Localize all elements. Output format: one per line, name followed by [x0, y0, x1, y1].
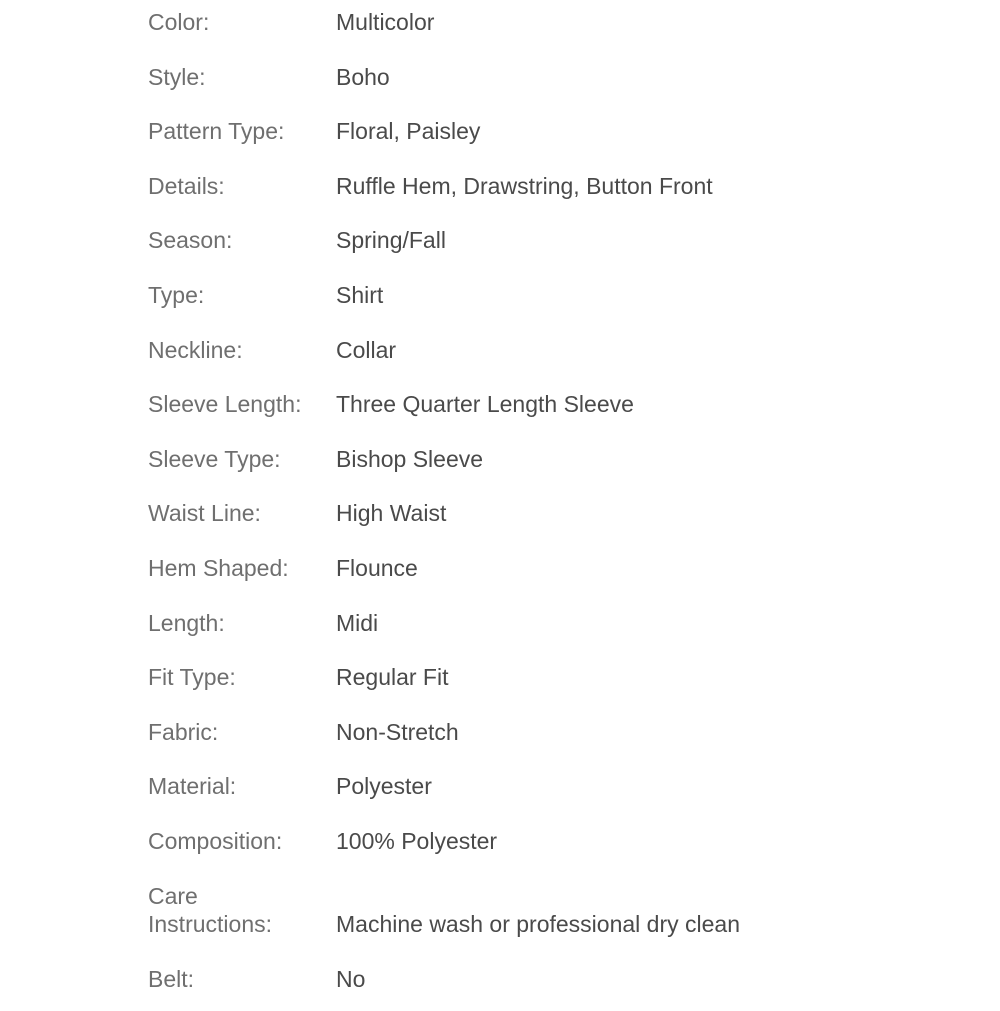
spec-label: Hem Shaped: [148, 554, 328, 582]
spec-row-neckline [148, 328, 908, 383]
spec-label: Waist Line: [148, 499, 328, 527]
spec-value: Midi [336, 609, 378, 637]
spec-label: Neckline: [148, 336, 328, 364]
spec-value: Ruffle Hem, Drawstring, Button Front [336, 172, 713, 200]
spec-row-season [148, 218, 908, 273]
spec-value: Flounce [336, 554, 418, 582]
spec-label: Length: [148, 609, 328, 637]
spec-row-hem-shaped [148, 546, 908, 601]
spec-value: Machine wash or professional dry clean [336, 910, 740, 938]
spec-value: Floral, Paisley [336, 117, 480, 145]
spec-row-sleeve-length [148, 382, 908, 437]
spec-row-details [148, 164, 908, 219]
spec-value: Multicolor [336, 8, 434, 36]
spec-row-care-instructions [148, 874, 908, 957]
spec-label: Sleeve Type: [148, 445, 328, 473]
spec-label: Care Instructions: [148, 882, 328, 938]
spec-label: Season: [148, 226, 328, 254]
spec-value: Non-Stretch [336, 718, 459, 746]
spec-value: Collar [336, 336, 396, 364]
spec-row-composition [148, 819, 908, 874]
spec-row-material [148, 764, 908, 819]
spec-row-belt [148, 957, 908, 1011]
spec-value: Regular Fit [336, 663, 448, 691]
product-spec-list [148, 0, 908, 1011]
spec-row-color [148, 0, 908, 55]
spec-label: Type: [148, 281, 328, 309]
spec-label: Style: [148, 63, 328, 91]
spec-label: Fit Type: [148, 663, 328, 691]
spec-row-fit-type [148, 655, 908, 710]
spec-value: Shirt [336, 281, 383, 309]
spec-value: No [336, 965, 365, 993]
spec-value: Three Quarter Length Sleeve [336, 390, 634, 418]
spec-label: Belt: [148, 965, 328, 993]
spec-value: Bishop Sleeve [336, 445, 483, 473]
spec-label: Color: [148, 8, 328, 36]
spec-value: Spring/Fall [336, 226, 446, 254]
spec-row-style [148, 55, 908, 110]
spec-row-sleeve-type [148, 437, 908, 492]
spec-value: High Waist [336, 499, 446, 527]
spec-row-waist-line [148, 491, 908, 546]
spec-label: Details: [148, 172, 328, 200]
spec-value: 100% Polyester [336, 827, 497, 855]
spec-row-pattern-type [148, 109, 908, 164]
spec-value: Polyester [336, 772, 432, 800]
spec-row-type [148, 273, 908, 328]
spec-label: Composition: [148, 827, 328, 855]
spec-label: Sleeve Length: [148, 390, 328, 418]
spec-row-length [148, 601, 908, 656]
spec-label: Fabric: [148, 718, 328, 746]
spec-label: Pattern Type: [148, 117, 328, 145]
spec-value: Boho [336, 63, 390, 91]
spec-label: Material: [148, 772, 328, 800]
spec-row-fabric [148, 710, 908, 765]
